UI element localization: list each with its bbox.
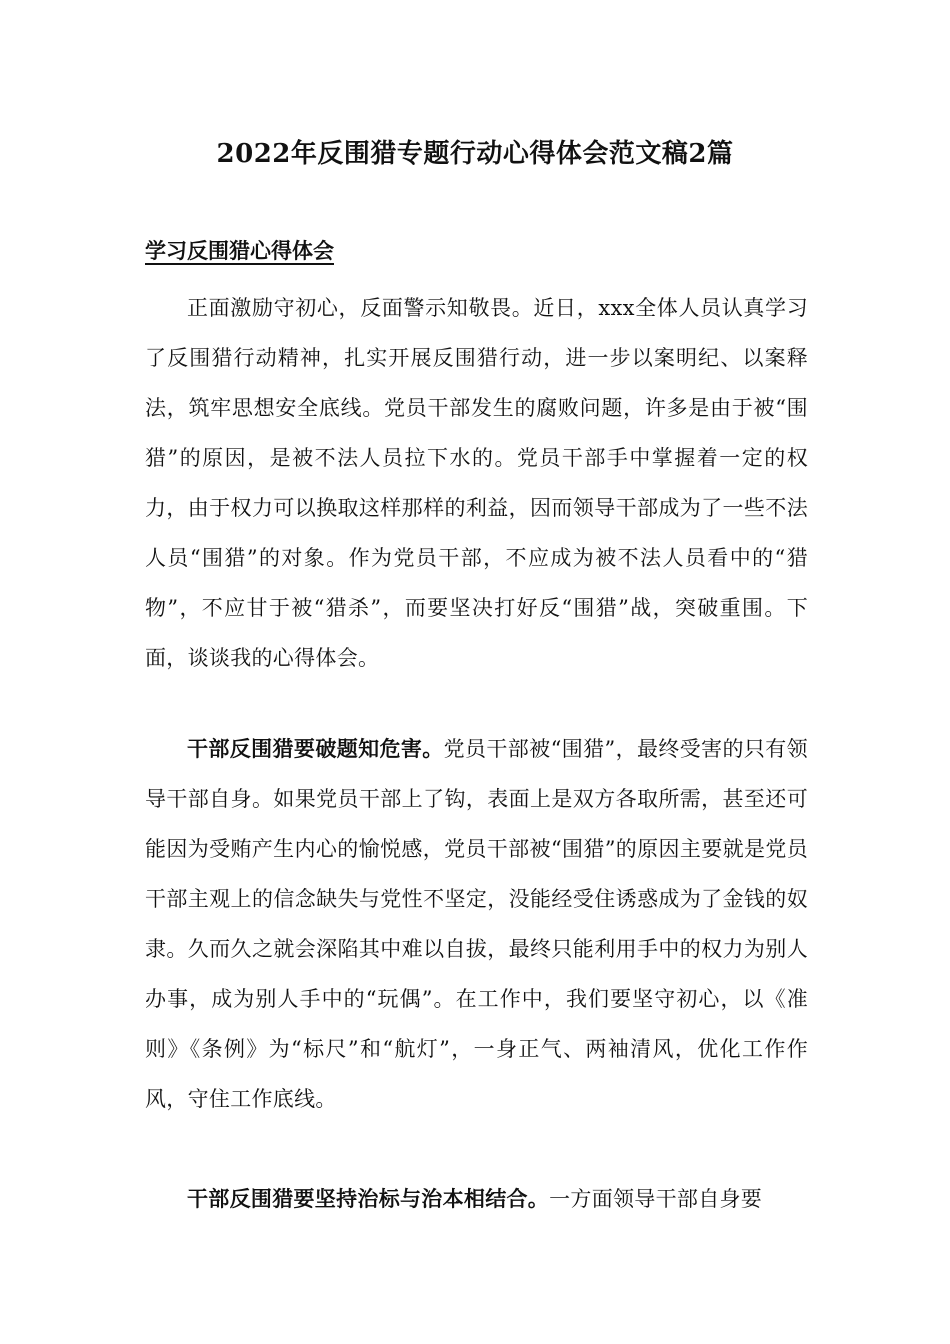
section-heading: 学习反围猎心得体会 [145, 238, 334, 263]
paragraph-point-2 [145, 1174, 808, 1224]
paragraph-lead: 干部反围猎要破题知危害。 [187, 736, 444, 761]
paragraph-text: 一方面领导干部自身要 [549, 1187, 763, 1211]
paragraph-intro [145, 283, 808, 683]
paragraph-point-1 [145, 724, 808, 1124]
paragraph-lead: 干部反围猎要坚持治标与治本相结合。 [187, 1186, 550, 1211]
paragraph-text: 党员干部被“围猎”，最终受害的只有领导干部自身。如果党员干部上了钩，表面上是双方各取所需，甚至还可能因为受贿产生内心的愉悦感，党员干部被“围猎”的原因主要就是党员干部主观上的信念缺失与党性不坚定，没能经受住诱惑成为了金钱的奴隶。久而久之就会深陷其中难以自拔，最终只能利用手中的权力为别人办事，成为别人手中的“玩偶”。在工作中，我们要坚守初心，以《准则》《条例》为“标尺”和“航灯”，一身正气、两袖清风，优化工作作风，守住工作底线。 [145, 737, 808, 1111]
document-title: 2022年反围猎专题行动心得体会范文稿2篇 [216, 139, 734, 169]
paragraph-text: 正面激励守初心，反面警示知敬畏。近日，xxx全体人员认真学习了反围猎行动精神，扎实开展反围猎行动，进一步以案明纪、以案释法，筑牢思想安全底线。党员干部发生的腐败问题，许多是由于被“围猎”的原因，是被不法人员拉下水的。党员干部手中掌握着一定的权力，由于权力可以换取这样那样的利益，因而领导干部成为了一些不法人员“围猎”的对象。作为党员干部，不应成为被不法人员看中的“猎物”，不应甘于被“猎杀”，而要坚决打好反“围猎”战，突破重围。下面，谈谈我的心得体会。 [145, 296, 808, 670]
